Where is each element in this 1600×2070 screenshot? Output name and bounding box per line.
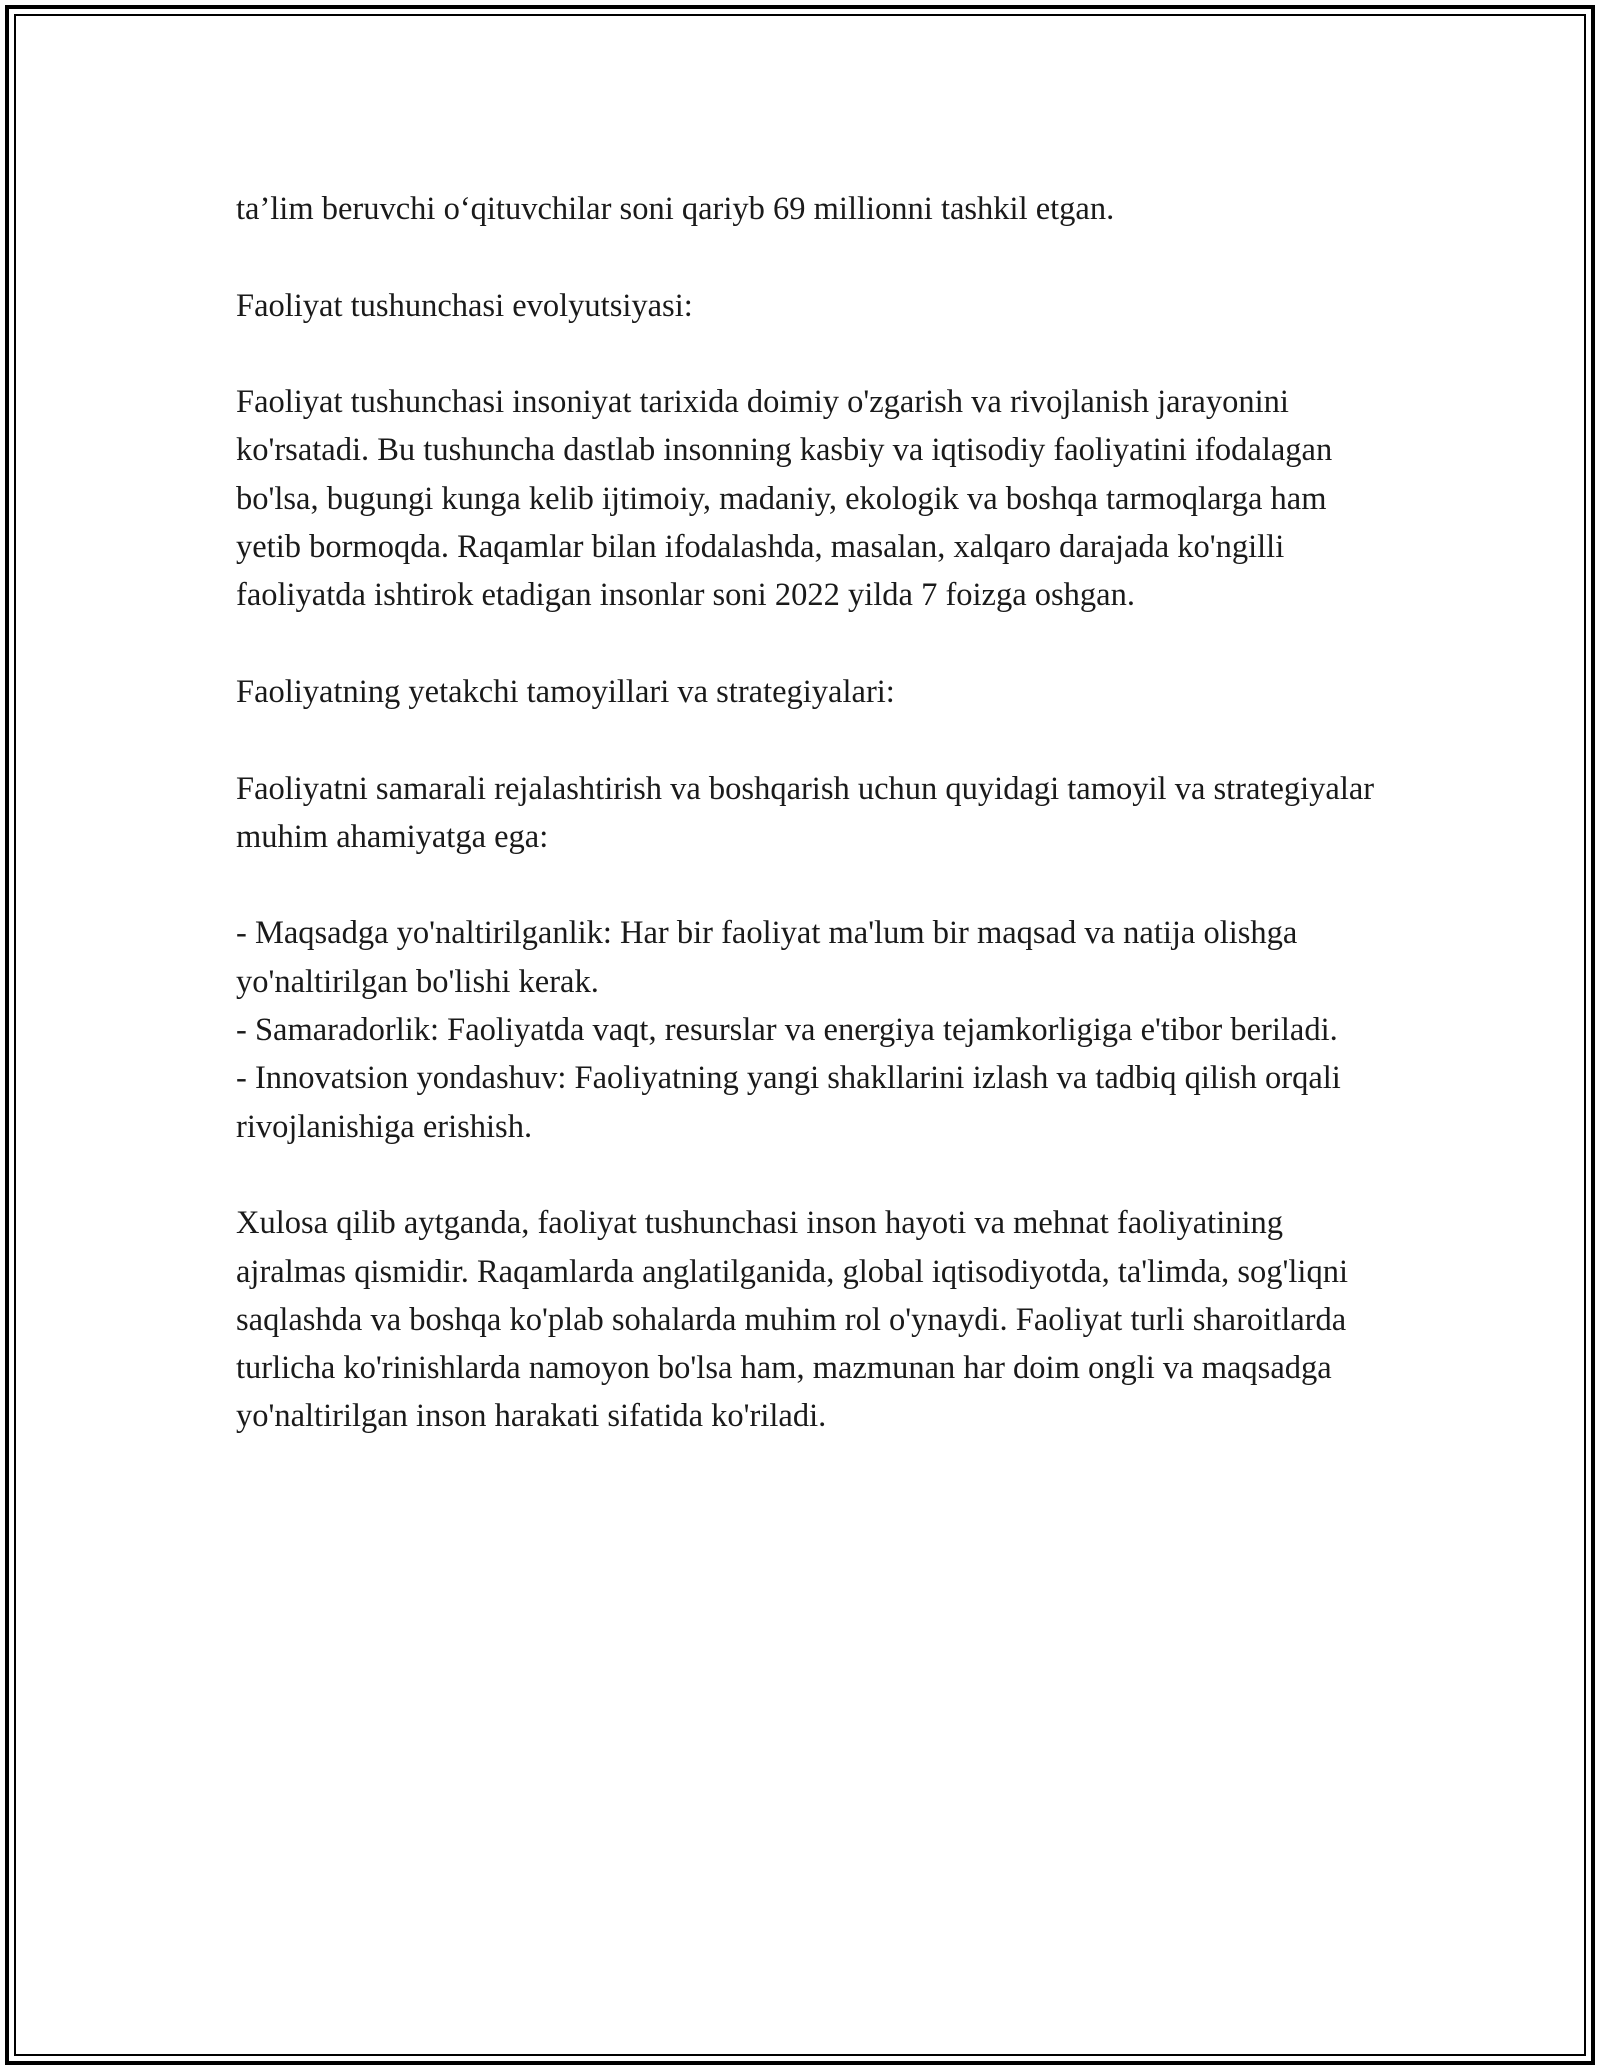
- document-body: [236, 185, 1376, 1489]
- list-item: - Maqsadga yo'naltirilganlik: Har bir faoliyat ma'lum bir maqsad va natija olishga yo'naltirilgan bo'lishi kerak.: [236, 915, 1298, 1000]
- section-heading-evolution: Faoliyat tushunchasi evolyutsiyasi:: [236, 287, 693, 324]
- paragraph-evolution: Faoliyat tushunchasi insoniyat tarixida doimiy o'zgarish va rivojlanish jarayonini ko'rsatadi. Bu tushuncha dastlab insonning kasbiy va iqtisodiy faoliyatini ifodalagan bo'lsa, bugungi kunga kelib ijtimoiy, madaniy, ekologik va boshqa tarmoqlarga ham yetib bormoqda. Raqamlar bilan ifodalashda, masalan, xalqaro darajada ko'ngilli faoliyatda ishtirok etadigan insonlar soni 2022 yilda 7 foizga oshgan.: [236, 384, 1333, 614]
- list-item: - Samaradorlik: Faoliyatda vaqt, resurslar va energiya tejamkorligiga e'tibor beriladi.: [236, 1012, 1338, 1049]
- paragraph-principles: Faoliyatni samarali rejalashtirish va boshqarish uchun quyidagi tamoyil va strategiyalar muhim ahamiyatga ega:: [236, 770, 1375, 855]
- intro-fragment: ta’lim beruvchi o‘qituvchilar soni qariyb 69 millionni tashkil etgan.: [236, 191, 1115, 227]
- principles-list: [236, 909, 1376, 1150]
- list-item: - Innovatsion yondashuv: Faoliyatning yangi shakllarini izlash va tadbiq qilish orqali rivojlanishiga erishish.: [236, 1060, 1341, 1145]
- paragraph-conclusion: Xulosa qilib aytganda, faoliyat tushunchasi inson hayoti va mehnat faoliyatining ajralmas qismidir. Raqamlarda anglatilganida, global iqtisodiyotda, ta'limda, sog'liqni saqlashda va boshqa ko'plab sohalarda muhim rol o'ynaydi. Faoliyat turli sharoitlarda turlicha ko'rinishlarda namoyon bo'lsa ham, mazmunan har doim ongli va maqsadga yo'naltirilgan inson harakati sifatida ko'riladi.: [236, 1205, 1348, 1435]
- section-heading-principles: Faoliyatning yetakchi tamoyillari va strategiyalari:: [236, 673, 895, 710]
